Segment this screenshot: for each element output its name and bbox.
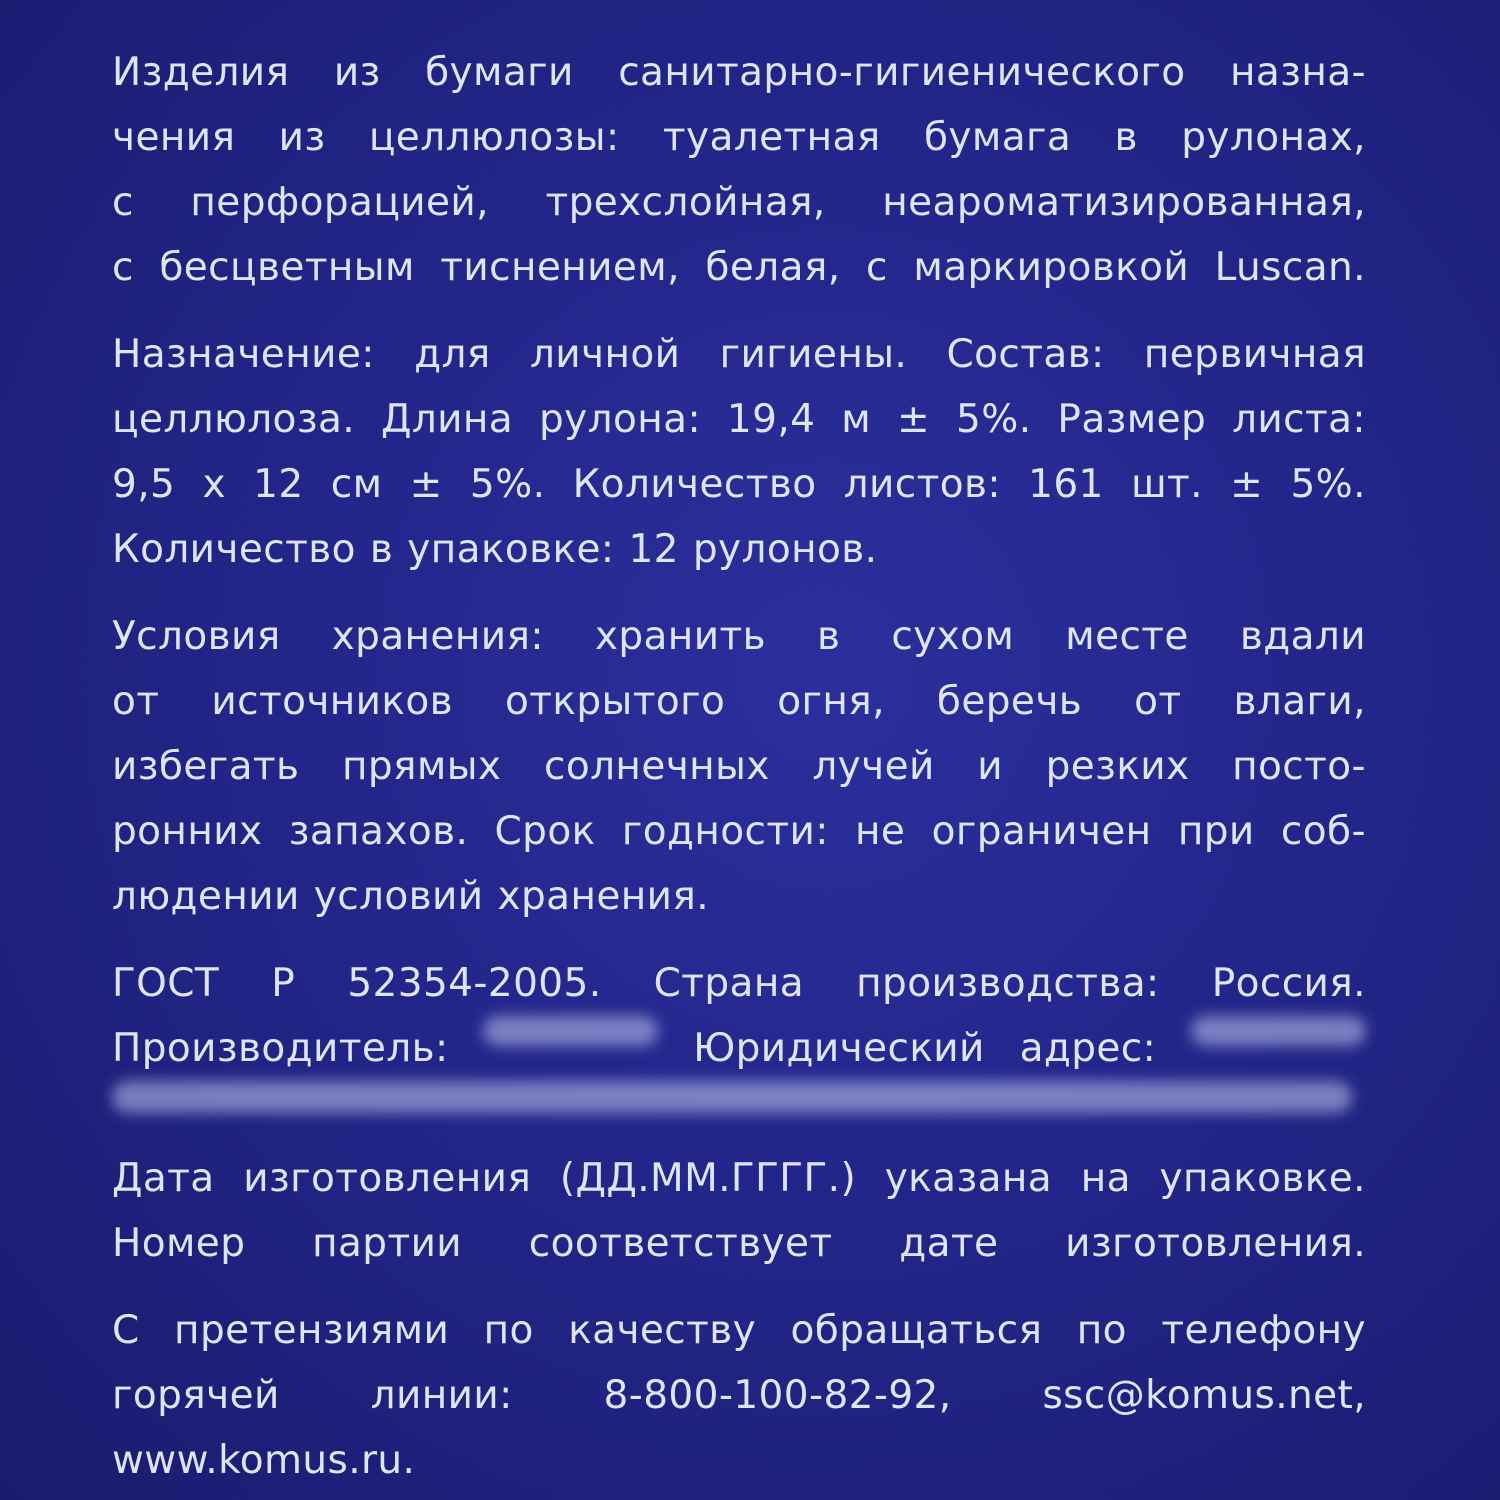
word: 52354-2005. [347, 961, 602, 1006]
phone-number: 8-800-100-82-92, [603, 1373, 952, 1418]
word: маркировкой [913, 245, 1190, 290]
word: первичная [1143, 332, 1366, 377]
word: претензиями [174, 1308, 450, 1353]
text-line [112, 669, 1366, 734]
word: Юридический [693, 1026, 985, 1071]
word: Р [271, 961, 296, 1006]
word: с [112, 245, 134, 290]
word: с [112, 180, 134, 225]
word: 5%. [956, 397, 1032, 442]
word: от [1134, 679, 1182, 724]
word: трехслойная, [545, 180, 826, 225]
word: производства: [856, 961, 1160, 1006]
word: в [816, 614, 841, 659]
word: лучей [812, 744, 935, 789]
word: тиснением, [440, 245, 680, 290]
text-line [112, 322, 1366, 387]
word: упаковке. [1159, 1156, 1366, 1201]
word: рулона: [539, 397, 701, 442]
word: изготовления. [1065, 1221, 1366, 1266]
word: вдали [1239, 614, 1366, 659]
word: упаковке: [407, 527, 615, 572]
text-line [112, 452, 1366, 517]
word: резких [1045, 744, 1190, 789]
word: условий [313, 874, 484, 919]
word: рулонов. [692, 527, 878, 572]
word: Количество [112, 527, 356, 572]
text-line [112, 864, 1366, 929]
word: беречь [936, 679, 1083, 724]
redacted-address-start [1191, 1016, 1366, 1046]
word: и [977, 744, 1004, 789]
email-address: ssc@komus.net, [1042, 1373, 1366, 1418]
redacted-address [112, 1081, 1352, 1113]
word: 12 [253, 462, 304, 507]
word: белая, [705, 245, 841, 290]
word: ГОСТ [112, 961, 220, 1006]
redacted-manufacturer [483, 1016, 658, 1046]
word: Срок [494, 809, 596, 854]
word: Количество [572, 462, 817, 507]
word: листов: [843, 462, 1001, 507]
text-line [112, 170, 1366, 235]
word: листа: [1232, 397, 1366, 442]
word: месте [1065, 614, 1189, 659]
text-line [112, 517, 1366, 582]
word: в [369, 527, 394, 572]
word: рулонах, [1181, 115, 1366, 160]
word: хранения: [331, 614, 544, 659]
word: 12 [628, 527, 679, 572]
word: сухом [891, 614, 1015, 659]
contacts-paragraph [112, 1298, 1366, 1493]
word: линии: [370, 1373, 513, 1418]
word: 5%. [469, 462, 546, 507]
product-description-paragraph [112, 40, 1366, 300]
word: с [866, 245, 888, 290]
text-line [112, 1298, 1366, 1363]
text-line [112, 1146, 1366, 1211]
word: личной [529, 332, 681, 377]
word: солнечных [544, 744, 770, 789]
text-line [112, 734, 1366, 799]
word: источников [211, 679, 454, 724]
word: из [278, 115, 326, 160]
word: избегать [112, 744, 300, 789]
word: неароматизированная, [882, 180, 1366, 225]
word: указана [884, 1156, 1053, 1201]
word: Дата [112, 1156, 215, 1201]
word: обращаться [790, 1308, 1043, 1353]
word: гигиены. [719, 332, 908, 377]
word: от [112, 679, 160, 724]
text-line [112, 1081, 1366, 1146]
word: дате [899, 1221, 999, 1266]
word: Номер [112, 1221, 246, 1266]
text-line [112, 40, 1366, 105]
word: назна- [1229, 50, 1366, 95]
word: м [841, 397, 872, 442]
word: изготовления [243, 1156, 532, 1201]
word: соб- [1280, 809, 1366, 854]
word: бумаги [425, 50, 574, 95]
word: 5%. [1290, 462, 1366, 507]
word: телефону [1161, 1308, 1366, 1353]
word: Состав: [946, 332, 1105, 377]
word: 19,4 [726, 397, 816, 442]
word: на [1080, 1156, 1131, 1201]
word: не [855, 809, 906, 854]
word: перфорацией, [190, 180, 489, 225]
word: ± [897, 397, 931, 442]
word: 9,5 [112, 462, 176, 507]
text-line [112, 105, 1366, 170]
word: влаги, [1233, 679, 1366, 724]
word: посто- [1232, 744, 1366, 789]
specifications-paragraph [112, 322, 1366, 582]
text-line [112, 1363, 1366, 1428]
word: в [1114, 115, 1138, 160]
word: Назначение: [112, 332, 375, 377]
word: бесцветным [159, 245, 415, 290]
word: хранить [594, 614, 766, 659]
word: Производитель: [112, 1026, 449, 1071]
word: шт. [1130, 462, 1203, 507]
manufacturer-paragraph [112, 951, 1366, 1276]
word: Длина [380, 397, 514, 442]
text-line [112, 235, 1366, 300]
word: адрес: [1019, 1026, 1157, 1071]
word: целлюлоза. [112, 397, 356, 442]
word: по [483, 1308, 534, 1353]
word: Страна [653, 961, 805, 1006]
word: Условия [112, 614, 281, 659]
website-url: www.komus.ru. [112, 1438, 416, 1483]
word: санитарно-гигиенического [618, 50, 1186, 95]
text-line [112, 1211, 1366, 1276]
label-text-panel [112, 40, 1366, 1500]
word: качеству [568, 1308, 757, 1353]
word: при [1177, 809, 1255, 854]
word: Размер [1057, 397, 1207, 442]
word: ± [409, 462, 443, 507]
storage-conditions-paragraph [112, 604, 1366, 929]
word: по [1076, 1308, 1127, 1353]
text-line [112, 951, 1366, 1016]
word: годности: [621, 809, 829, 854]
word: (ДД.ММ.ГГГГ.) [559, 1156, 857, 1201]
word: Россия. [1211, 961, 1366, 1006]
word: партии [312, 1221, 463, 1266]
word: людении [112, 874, 300, 919]
word: Luscan. [1214, 245, 1366, 290]
text-line [112, 1016, 1366, 1081]
word: огня, [777, 679, 885, 724]
word: для [414, 332, 491, 377]
text-line [112, 799, 1366, 864]
word: целлюлозы: [368, 115, 620, 160]
word: см [330, 462, 383, 507]
text-line [112, 387, 1366, 452]
word: запахов. [288, 809, 469, 854]
word: горячей [112, 1373, 280, 1418]
text-line [112, 604, 1366, 669]
text-line [112, 1428, 1366, 1493]
word: прямых [342, 744, 502, 789]
word: соответствует [528, 1221, 833, 1266]
word: х [202, 462, 226, 507]
word: чения [112, 115, 236, 160]
word: ± [1230, 462, 1264, 507]
word: Изделия [112, 50, 290, 95]
word: из [333, 50, 381, 95]
word: 161 [1028, 462, 1104, 507]
word: ронних [112, 809, 263, 854]
word: бумага [923, 115, 1072, 160]
word: ограничен [931, 809, 1152, 854]
word: С [112, 1308, 140, 1353]
word: хранения. [497, 874, 710, 919]
word: туалетная [662, 115, 881, 160]
word: открытого [505, 679, 726, 724]
